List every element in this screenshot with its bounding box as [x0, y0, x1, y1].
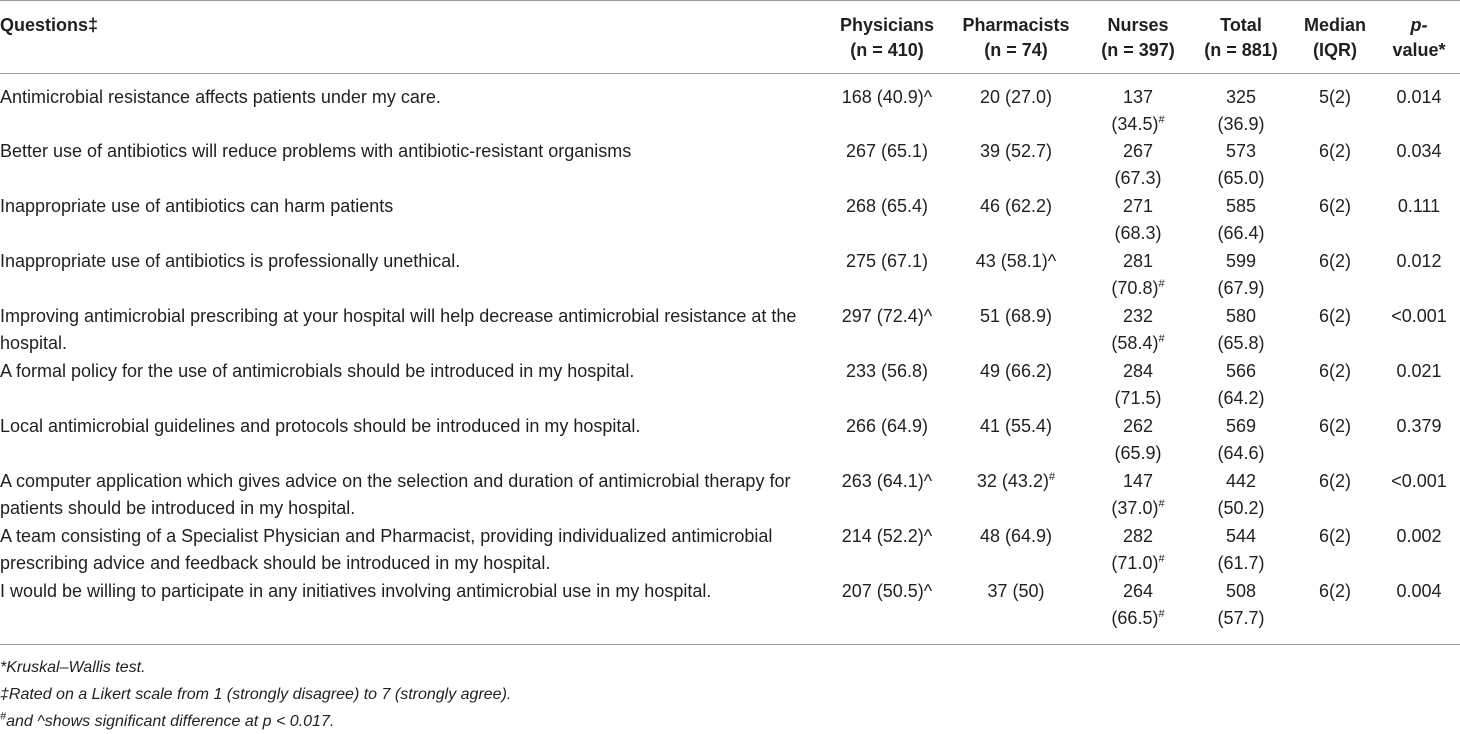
pharmacists-cell: 37 (50) [987, 581, 1045, 601]
pharmacists-cell: 48 (64.9) [979, 526, 1053, 546]
pharmacists-cell: 46 (62.2) [979, 196, 1053, 216]
table-row [0, 138, 1460, 193]
question-cell: Better use of antibiotics will reduce problems with antibiotic-resistant organisms [0, 141, 632, 161]
total-cell: 580 (65.8) [1217, 306, 1265, 353]
pharmacists-cell: 20 (27.0) [979, 87, 1053, 107]
total-cell: 544 (61.7) [1217, 526, 1265, 573]
question-cell: Inappropriate use of antibiotics can harm patients [0, 196, 394, 216]
table-row [0, 303, 1460, 358]
question-cell: I would be willing to participate in any initiatives involving antimicrobial use in my hospital. [0, 581, 712, 601]
total-cell: 573 (65.0) [1217, 141, 1265, 188]
median-cell: 6(2) [1318, 416, 1351, 436]
pvalue-cell: 0.111 [1397, 196, 1441, 216]
pvalue-cell: 0.021 [1396, 361, 1442, 381]
question-cell: Improving antimicrobial prescribing at your hospital will help decrease antimicrobial resistance at the hospital. [0, 306, 797, 353]
median-cell: 6(2) [1318, 471, 1351, 491]
nurses-cell: 282 (71.0)# [1111, 526, 1165, 573]
total-cell: 325 (36.9) [1217, 87, 1265, 134]
question-cell: A formal policy for the use of antimicrobials should be introduced in my hospital. [0, 361, 635, 381]
physicians-cell: 297 (72.4)^ [841, 306, 933, 326]
physicians-cell: 233 (56.8) [845, 361, 929, 381]
header-pharmacists: Pharmacists (n = 74) [962, 15, 1070, 60]
physicians-cell: 268 (65.4) [845, 196, 929, 216]
header-questions: Questions‡ [0, 15, 99, 35]
median-cell: 6(2) [1318, 361, 1351, 381]
total-cell: 585 (66.4) [1217, 196, 1265, 243]
pharmacists-cell: 49 (66.2) [979, 361, 1053, 381]
median-cell: 6(2) [1318, 526, 1351, 546]
question-cell: Local antimicrobial guidelines and protocols should be introduced in my hospital. [0, 416, 641, 436]
median-cell: 5(2) [1318, 87, 1351, 107]
header-physicians: Physicians (n = 410) [839, 15, 935, 60]
physicians-cell: 267 (65.1) [845, 141, 929, 161]
table-body [0, 74, 1460, 645]
question-cell: A computer application which gives advice on the selection and duration of antimicrobial therapy for patients should be introduced in my hospital. [0, 471, 791, 518]
nurses-cell: 137 (34.5)# [1111, 87, 1165, 134]
question-cell: Inappropriate use of antibiotics is professionally unethical. [0, 251, 461, 271]
pvalue-cell: 0.004 [1396, 581, 1442, 601]
total-cell: 599 (67.9) [1217, 251, 1265, 298]
total-cell: 442 (50.2) [1217, 471, 1265, 518]
pharmacists-cell: 41 (55.4) [979, 416, 1053, 436]
pharmacists-cell: 51 (68.9) [979, 306, 1053, 326]
table-row [0, 358, 1460, 413]
header-nurses: Nurses (n = 397) [1101, 15, 1175, 60]
total-cell: 569 (64.6) [1217, 416, 1265, 463]
header-row [0, 1, 1460, 74]
physicians-cell: 207 (50.5)^ [841, 581, 933, 601]
table-header [0, 1, 1460, 74]
pharmacists-cell: 32 (43.2)# [976, 471, 1056, 491]
median-cell: 6(2) [1318, 251, 1351, 271]
table-row [0, 413, 1460, 468]
total-cell: 508 (57.7) [1217, 581, 1265, 628]
pharmacists-cell: 43 (58.1)^ [975, 251, 1057, 271]
median-cell: 6(2) [1318, 306, 1351, 326]
total-cell: 566 (64.2) [1217, 361, 1265, 408]
question-cell: A team consisting of a Specialist Physician and Pharmacist, providing individualized antimicrobial prescribing advice and feedback should be introduced in my hospital. [0, 526, 773, 573]
nurses-cell: 147 (37.0)# [1111, 471, 1165, 518]
pharmacists-cell: 39 (52.7) [979, 141, 1053, 161]
nurses-cell: 271 (68.3) [1114, 196, 1162, 243]
table-row [0, 74, 1460, 139]
footnote-kruskal: *Kruskal–Wallis test. [0, 659, 146, 676]
table-row [0, 193, 1460, 248]
header-pvalue: p- value* [1392, 15, 1446, 60]
median-cell: 6(2) [1318, 196, 1351, 216]
pvalue-cell: 0.379 [1396, 416, 1442, 436]
pvalue-cell: <0.001 [1391, 306, 1447, 326]
physicians-cell: 266 (64.9) [845, 416, 929, 436]
nurses-cell: 284 (71.5) [1114, 361, 1162, 408]
footnote-significance: #and ^shows significant difference at p < 0.017. [0, 710, 335, 730]
nurses-cell: 264 (66.5)# [1111, 581, 1165, 628]
table-row [0, 578, 1460, 645]
pvalue-cell: 0.034 [1396, 141, 1442, 161]
physicians-cell: 168 (40.9)^ [841, 87, 933, 107]
nurses-cell: 267 (67.3) [1114, 141, 1162, 188]
nurses-cell: 281 (70.8)# [1111, 251, 1165, 298]
question-cell: Antimicrobial resistance affects patients under my care. [0, 87, 441, 107]
pvalue-cell: 0.002 [1396, 526, 1442, 546]
median-cell: 6(2) [1318, 141, 1351, 161]
pvalue-cell: 0.012 [1396, 251, 1442, 271]
nurses-cell: 262 (65.9) [1114, 416, 1162, 463]
header-total: Total (n = 881) [1204, 15, 1278, 60]
table-footnotes [0, 645, 1460, 734]
header-median: Median (IQR) [1303, 15, 1366, 60]
table-row [0, 248, 1460, 303]
median-cell: 6(2) [1318, 581, 1351, 601]
footnote-likert: ‡Rated on a Likert scale from 1 (strongly disagree) to 7 (strongly agree). [0, 686, 512, 703]
physicians-cell: 275 (67.1) [845, 251, 929, 271]
nurses-cell: 232 (58.4)# [1111, 306, 1165, 353]
table-row [0, 468, 1460, 523]
pvalue-cell: 0.014 [1396, 87, 1442, 107]
table-row [0, 523, 1460, 578]
physicians-cell: 214 (52.2)^ [841, 526, 933, 546]
physicians-cell: 263 (64.1)^ [841, 471, 933, 491]
pvalue-cell: <0.001 [1391, 471, 1447, 491]
